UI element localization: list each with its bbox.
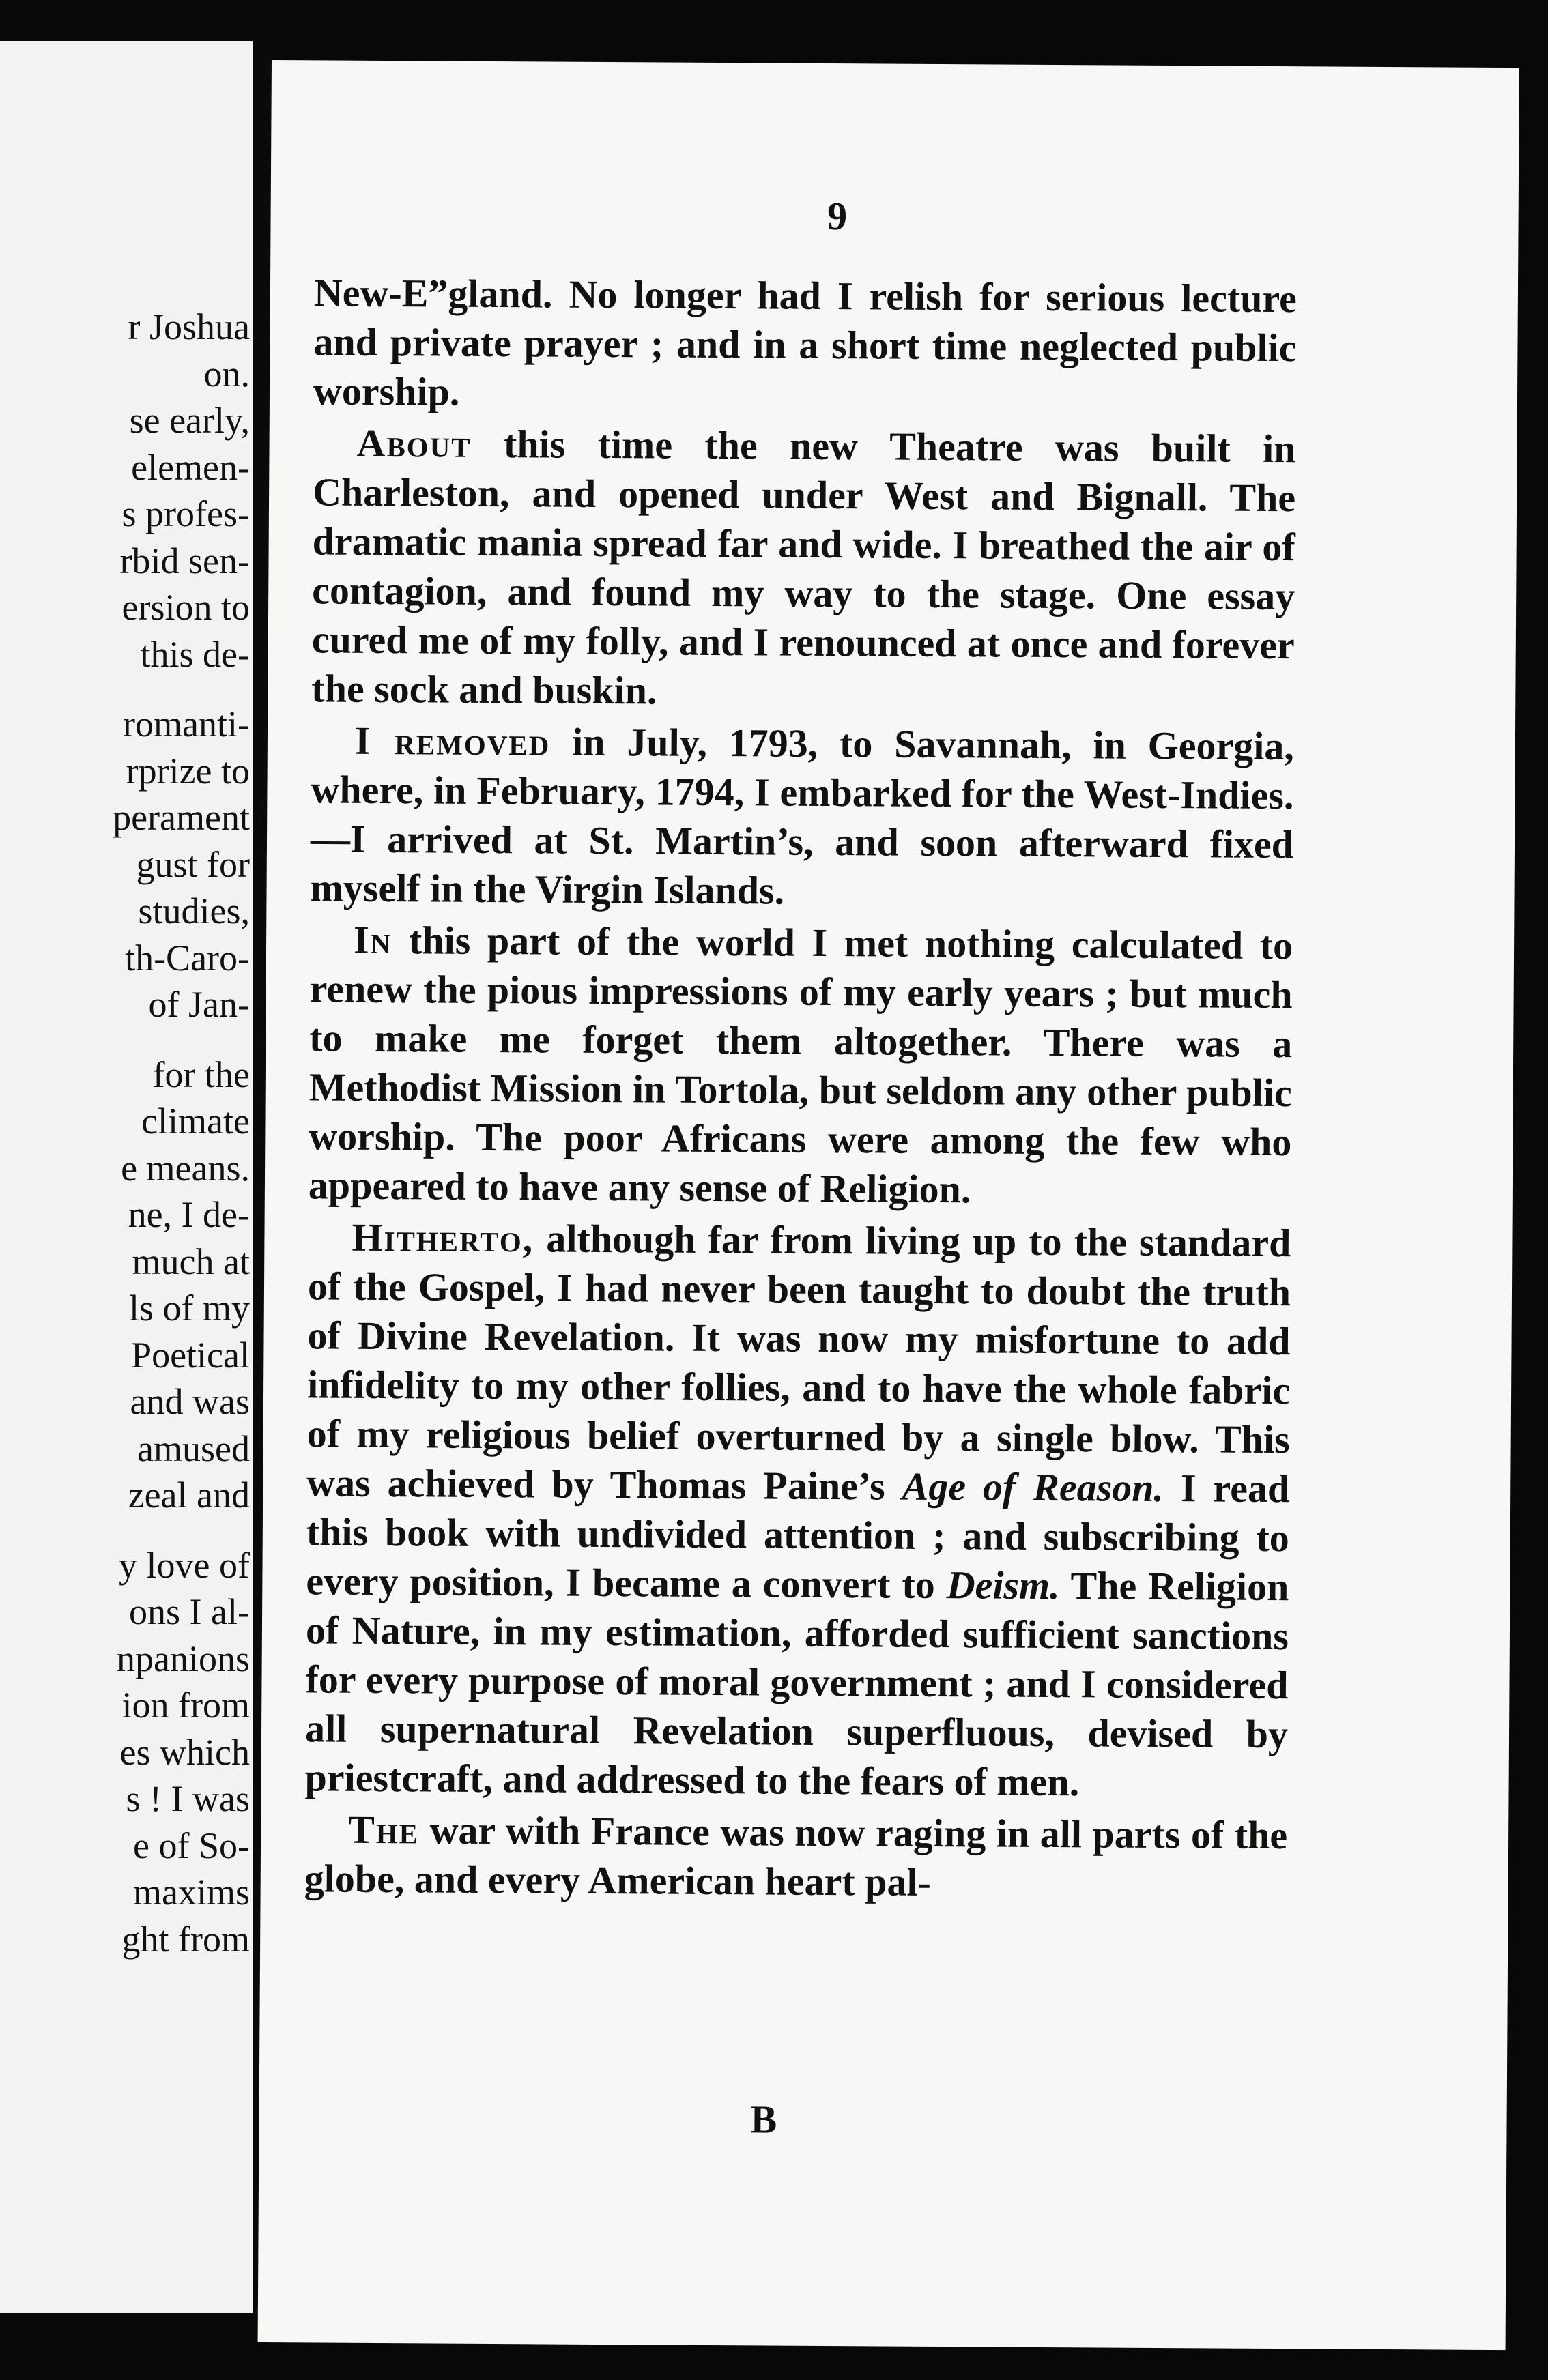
paragraph bbox=[304, 1805, 1287, 1909]
facing-line: ersion to bbox=[121, 587, 250, 628]
facing-line: r Joshua bbox=[128, 306, 250, 347]
facing-line: e of So- bbox=[133, 1825, 250, 1866]
emphasis: Deism. bbox=[946, 1563, 1060, 1608]
facing-line: of Jan- bbox=[148, 984, 250, 1025]
paragraph-text: New-E”gland. No longer had I relish for serious lecture and private prayer ; and in a short time neglected public worship. bbox=[313, 270, 1298, 414]
facing-line: ne, I de- bbox=[128, 1194, 250, 1235]
facing-line: ion from bbox=[121, 1685, 250, 1726]
facing-line: ls of my bbox=[128, 1288, 250, 1329]
facing-line: elemen- bbox=[131, 446, 250, 488]
facing-page bbox=[0, 41, 253, 2313]
facing-line: e means. bbox=[121, 1147, 250, 1189]
facing-line: gust for bbox=[136, 843, 250, 885]
facing-line: climate bbox=[141, 1101, 250, 1142]
paragraph-lead: I removed bbox=[354, 718, 551, 764]
paragraph bbox=[304, 1213, 1291, 1808]
facing-line: s profes- bbox=[121, 493, 250, 534]
facing-line: for the bbox=[152, 1054, 250, 1095]
facing-line: se early, bbox=[129, 400, 250, 441]
paragraph bbox=[309, 915, 1293, 1216]
facing-gap bbox=[0, 678, 250, 701]
facing-line: on. bbox=[203, 353, 250, 394]
facing-line: maxims bbox=[133, 1872, 250, 1913]
facing-line: this de- bbox=[140, 633, 250, 675]
page-number: 9 bbox=[827, 193, 848, 239]
facing-line: ons I al- bbox=[129, 1591, 250, 1632]
paragraph bbox=[311, 418, 1296, 719]
facing-line: much at bbox=[132, 1240, 250, 1282]
paragraph bbox=[313, 268, 1297, 422]
paragraph-lead: In bbox=[353, 917, 392, 963]
facing-line: s ! I was bbox=[126, 1778, 250, 1819]
paragraph-text: this time the new Theatre was built in Charleston, and opened under West and Bignall. The dramatic mania spread far and wide. I breathed the air of contagion, and found my way to the stage. One essay cured me of my folly, and I renounced at once and forever the sock and buskin. bbox=[311, 421, 1296, 713]
paragraph-text: war with France was now raging in all parts of the globe, and every American heart pal- bbox=[304, 1808, 1288, 1904]
facing-line: and was bbox=[130, 1381, 250, 1422]
facing-line: th-Caro- bbox=[125, 937, 250, 978]
facing-line: es which bbox=[119, 1731, 250, 1773]
paragraph-text: in July, 1793, to Savannah, in Georgia, where, in February, 1794, I embarked for the West-Indies.—I arrived at St. Martin’s, and soon afterward fixed myself in the Virgin Islands. bbox=[310, 719, 1295, 913]
paragraph-text: this part of the world I met nothing calculated to renew the pious impressions of my early years ; but much to make me forget them altogether. There was a Methodist Mission in Tortola, but seldom any other public worship. The poor Africans were among the few who appeared to have any sense of Religion. bbox=[308, 918, 1293, 1212]
facing-line: y love of bbox=[119, 1544, 250, 1586]
main-page bbox=[258, 60, 1519, 2350]
paragraph-text: I read this book with undivided attention ; and subscribing to every position, I became a convert to bbox=[306, 1466, 1290, 1608]
facing-line: rprize to bbox=[126, 750, 250, 792]
paragraph-lead: The bbox=[347, 1807, 420, 1853]
facing-line: rbid sen- bbox=[119, 540, 250, 581]
facing-page-text bbox=[0, 304, 250, 1962]
book-title: Age of Reason. bbox=[902, 1464, 1164, 1511]
paragraph-text: although far from living up to the standard of the Gospel, I had never been taught to doubt the truth of Divine Revelation. It was now my misfortune to add infidelity to my other follies, and to have the whole fabric of my religious belief overturned by a single blow. This was achieved by Thomas Paine’s bbox=[306, 1216, 1291, 1509]
paragraph-lead: Hitherto, bbox=[352, 1215, 534, 1261]
paragraph bbox=[310, 716, 1294, 918]
facing-gap bbox=[0, 1519, 250, 1542]
paragraph-lead: About bbox=[356, 420, 472, 466]
body-text bbox=[304, 268, 1297, 1909]
facing-line: perament bbox=[113, 797, 250, 838]
facing-gap bbox=[0, 1028, 250, 1051]
facing-line: npanions bbox=[117, 1638, 250, 1679]
paragraph-text: The Religion of Nature, in my estimation, afforded sufficient sanctions for every purpose of moral government ; and I considered all supernatural Revelation superfluous, devised by priestcraft, and addressed to the fears of men. bbox=[304, 1563, 1289, 1805]
signature-mark: B bbox=[750, 2097, 777, 2142]
facing-line: studies, bbox=[138, 890, 250, 931]
facing-line: amused bbox=[137, 1427, 250, 1469]
facing-line: Poetical bbox=[131, 1334, 250, 1376]
facing-line: ght from bbox=[121, 1918, 250, 1960]
facing-line: zeal and bbox=[128, 1475, 250, 1515]
facing-line: romanti- bbox=[123, 703, 250, 744]
